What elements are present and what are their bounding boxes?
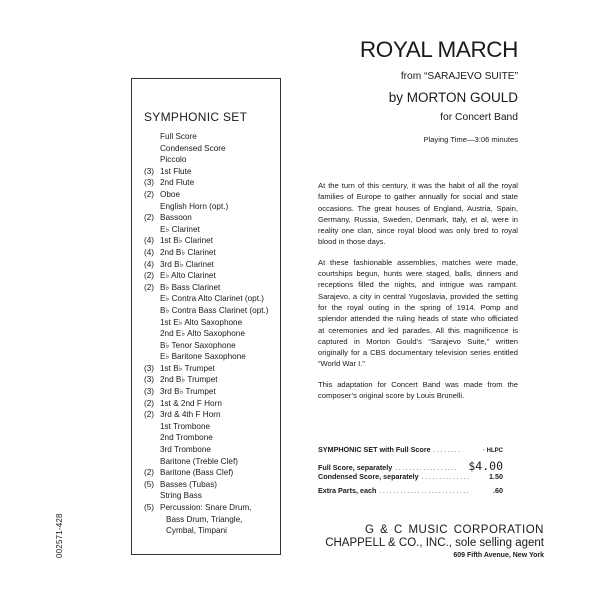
publisher-name: G & C MUSIC CORPORATION bbox=[364, 524, 544, 536]
part-name: 3rd B♭ Clarinet bbox=[160, 259, 214, 269]
part-quantity bbox=[144, 328, 160, 340]
part-name: 1st B♭ Trumpet bbox=[160, 363, 215, 373]
part-item bbox=[144, 154, 269, 166]
part-item bbox=[144, 398, 269, 410]
leader-dots: .............. bbox=[421, 472, 471, 481]
part-name: E♭ Clarinet bbox=[160, 224, 200, 234]
part-quantity bbox=[144, 154, 160, 166]
playing-time: Playing Time—3:06 minutes bbox=[423, 135, 518, 144]
part-quantity: (4) bbox=[144, 259, 155, 269]
price-value: 1.50 bbox=[489, 472, 503, 481]
part-item bbox=[144, 525, 269, 537]
price-value: $4.00 bbox=[468, 458, 503, 473]
part-item bbox=[144, 514, 269, 526]
part-name: 2nd Flute bbox=[160, 178, 195, 188]
price-row bbox=[318, 472, 503, 486]
part-quantity: (3) bbox=[144, 387, 155, 397]
part-quantity: (3) bbox=[144, 166, 155, 176]
part-quantity: (5) bbox=[144, 503, 155, 512]
part-quantity: (2) bbox=[144, 468, 155, 478]
part-name: B♭ Bass Clarinet bbox=[160, 282, 221, 292]
leader-dots: .................. bbox=[395, 462, 459, 472]
catalog-number: 002571-428 bbox=[55, 513, 64, 558]
part-item bbox=[144, 467, 269, 479]
part-quantity bbox=[144, 444, 160, 456]
instrumentation-box bbox=[131, 78, 281, 555]
part-item bbox=[144, 247, 269, 259]
part-quantity bbox=[144, 143, 160, 155]
part-item bbox=[144, 328, 269, 340]
part-name: 2nd E♭ Alto Saxophone bbox=[160, 329, 245, 339]
price-value: .60 bbox=[493, 485, 503, 495]
paragraph: At the turn of this century, it was the habit of all the royal families of Europe to gather annually for social and state occasions. The great houses of England, Austria, Spain, Germany, Russia, Sweden, Denmark, Italy, et al, were in reality one clan, since royal blood was only bred to royal blood in those days. bbox=[318, 181, 518, 247]
part-item bbox=[144, 317, 269, 329]
part-name: 1st Trombone bbox=[160, 421, 211, 431]
part-name: Bassoon bbox=[160, 213, 192, 223]
part-quantity: (3) bbox=[144, 375, 155, 385]
part-name: Piccolo bbox=[160, 155, 187, 165]
part-quantity: (4) bbox=[144, 236, 155, 246]
paragraph: This adaptation for Concert Band was made from the composer’s original score by Louis Brunelli. bbox=[318, 379, 518, 401]
part-name: Condensed Score bbox=[160, 143, 226, 153]
part-name: B♭ Tenor Saxophone bbox=[160, 340, 236, 350]
part-name: E♭ Alto Clarinet bbox=[160, 271, 216, 281]
part-item bbox=[144, 490, 269, 502]
part-item bbox=[144, 212, 269, 224]
part-item bbox=[144, 131, 269, 143]
price-label: Full Score, separately bbox=[318, 462, 393, 472]
part-item bbox=[144, 479, 269, 491]
part-quantity bbox=[144, 131, 160, 143]
part-quantity: (2) bbox=[144, 398, 155, 408]
part-name: 3rd Trombone bbox=[160, 445, 211, 455]
part-quantity: (2) bbox=[144, 189, 155, 199]
part-name: 1st B♭ Clarinet bbox=[160, 236, 214, 246]
part-name: Percussion: Snare Drum, bbox=[160, 503, 252, 512]
part-quantity bbox=[144, 340, 160, 352]
instrumentation-title: SYMPHONIC SET bbox=[144, 110, 248, 124]
part-name: Full Score bbox=[160, 132, 197, 141]
price-row bbox=[318, 445, 503, 459]
part-item bbox=[144, 143, 269, 155]
part-quantity: (4) bbox=[144, 247, 155, 257]
ensemble-label: for Concert Band bbox=[440, 112, 518, 123]
price-label: Extra Parts, each bbox=[318, 485, 377, 495]
part-name: 1st E♭ Alto Saxophone bbox=[160, 317, 243, 327]
part-name: 3rd B♭ Trumpet bbox=[160, 387, 216, 397]
price-row bbox=[318, 486, 503, 500]
part-item bbox=[144, 259, 269, 271]
part-item bbox=[144, 340, 269, 352]
part-quantity: (5) bbox=[144, 479, 155, 489]
part-item bbox=[144, 189, 269, 201]
part-name: B♭ Contra Bass Clarinet (opt.) bbox=[160, 305, 269, 315]
part-name: Baritone (Treble Clef) bbox=[160, 456, 238, 466]
part-item bbox=[144, 166, 269, 178]
price-list bbox=[318, 445, 503, 499]
part-item bbox=[144, 224, 269, 236]
part-quantity: (3) bbox=[144, 363, 155, 373]
part-item bbox=[144, 282, 269, 294]
price-label: Condensed Score, separately bbox=[318, 472, 419, 481]
part-item bbox=[144, 502, 269, 514]
paragraph: At these fashionable assemblies, matches were made, courtships begun, hunts were staged, balls, dinners and receptions filled the nights, and intrigue was rampant. Sarajevo, a city in central Yugoslavia, provided the setting for the royal outing in the spring of 1914. Pomp and splendor attended the ruling heads of state who officiated at ceremonies and led parades. All this magnificence is captured in Morton Gould’s “Sarajevo Suite,” written originally for a CBS documentary television series entitled “World War I.” bbox=[318, 257, 518, 369]
part-name: 1st Flute bbox=[160, 166, 192, 176]
leader-dots: .......................... bbox=[379, 485, 471, 495]
part-name: English Horn (opt.) bbox=[160, 201, 229, 211]
part-name: E♭ Baritone Saxophone bbox=[160, 352, 246, 362]
part-name: 1st & 2nd F Horn bbox=[160, 398, 222, 408]
program-notes bbox=[318, 180, 518, 410]
part-item bbox=[144, 444, 269, 456]
part-name: 3rd & 4th F Horn bbox=[160, 410, 221, 420]
part-quantity: (2) bbox=[144, 271, 155, 281]
part-name: 2nd B♭ Trumpet bbox=[160, 375, 218, 385]
part-item bbox=[144, 293, 269, 305]
leader-dots: ........ bbox=[433, 445, 462, 454]
part-quantity: (2) bbox=[144, 410, 155, 420]
part-quantity bbox=[144, 293, 160, 305]
part-quantity bbox=[144, 224, 160, 236]
price-label: SYMPHONIC SET with Full Score bbox=[318, 445, 431, 454]
part-quantity bbox=[144, 305, 160, 317]
page-title: ROYAL MARCH bbox=[359, 37, 518, 62]
price-row bbox=[318, 459, 503, 473]
part-quantity: (2) bbox=[144, 282, 155, 292]
part-quantity bbox=[144, 456, 160, 468]
subtitle: from “SARAJEVO SUITE” bbox=[400, 71, 518, 82]
part-item bbox=[144, 374, 269, 386]
part-quantity bbox=[144, 490, 160, 502]
part-item bbox=[144, 305, 269, 317]
part-quantity bbox=[144, 317, 160, 329]
part-name: Bass Drum, Triangle, bbox=[166, 514, 243, 524]
part-quantity bbox=[144, 351, 160, 363]
part-name: String Bass bbox=[160, 491, 202, 501]
price-value: · HLPC bbox=[483, 448, 503, 454]
part-item bbox=[144, 351, 269, 363]
part-item bbox=[144, 177, 269, 189]
parts-list bbox=[144, 131, 269, 537]
part-name: Basses (Tubas) bbox=[160, 479, 218, 489]
part-quantity bbox=[144, 201, 160, 213]
publisher-block bbox=[325, 524, 544, 561]
part-name: 2nd B♭ Clarinet bbox=[160, 247, 216, 257]
part-quantity bbox=[144, 432, 160, 444]
part-name: Cymbal, Timpani bbox=[166, 526, 227, 536]
part-item bbox=[144, 456, 269, 468]
part-quantity bbox=[144, 421, 160, 433]
part-item bbox=[144, 432, 269, 444]
part-item bbox=[144, 386, 269, 398]
composer-byline: by MORTON GOULD bbox=[388, 90, 518, 105]
part-item bbox=[144, 421, 269, 433]
part-item bbox=[144, 201, 269, 213]
title-block bbox=[360, 37, 518, 145]
part-name: E♭ Contra Alto Clarinet (opt.) bbox=[160, 294, 264, 304]
part-item bbox=[144, 363, 269, 375]
selling-agent: CHAPPELL & CO., INC., sole selling agent bbox=[325, 537, 544, 549]
part-name: Oboe bbox=[160, 189, 181, 199]
publisher-address: 609 Fifth Avenue, New York bbox=[453, 552, 544, 559]
part-name: 2nd Trombone bbox=[160, 433, 213, 443]
part-quantity: (2) bbox=[144, 213, 155, 223]
part-item bbox=[144, 270, 269, 282]
part-name: Baritone (Bass Clef) bbox=[160, 468, 234, 478]
part-quantity: (3) bbox=[144, 178, 155, 188]
part-item bbox=[144, 235, 269, 247]
part-item bbox=[144, 409, 269, 421]
